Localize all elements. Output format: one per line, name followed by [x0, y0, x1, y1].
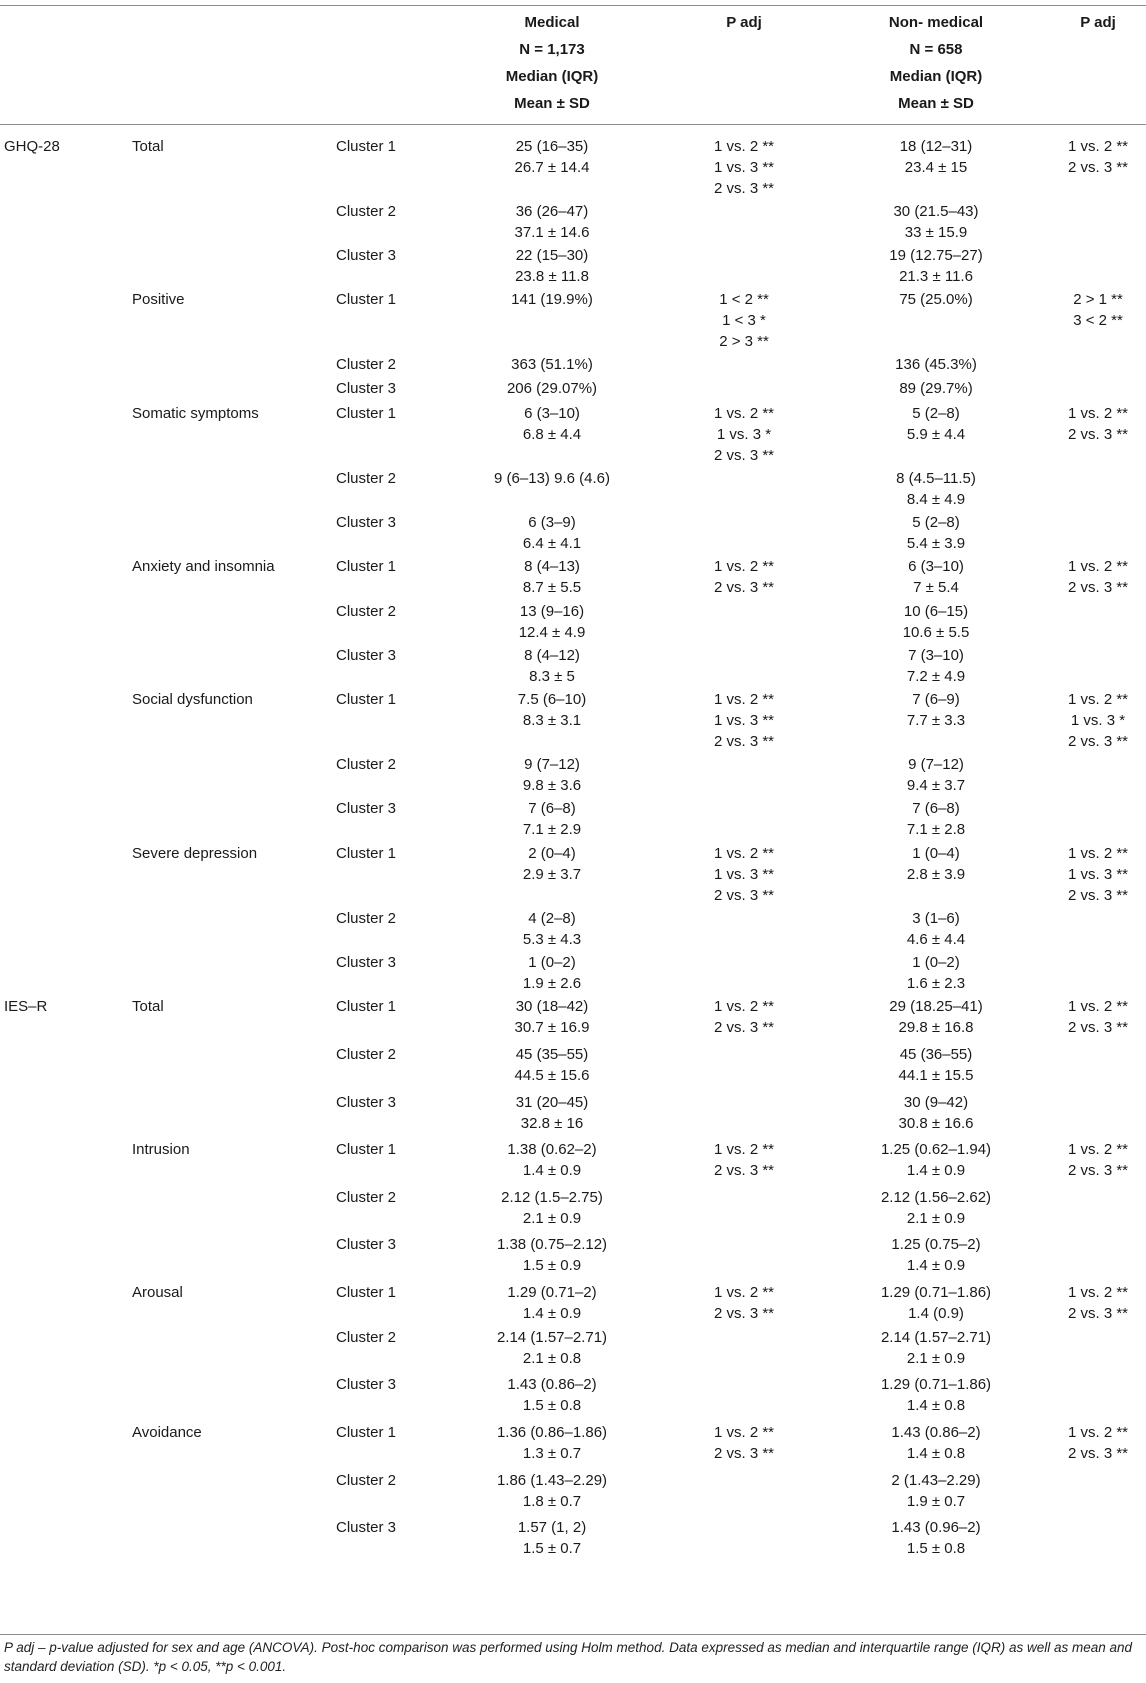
medical-value-line: 25 (16–35): [515, 138, 589, 155]
non-medical-value-line: 1.43 (0.86–2): [891, 1424, 981, 1441]
non-medical-p-adj: [1073, 289, 1123, 331]
cluster-label: Cluster 3: [336, 1236, 397, 1253]
non-medical-value-line: 1.4 ± 0.8: [906, 1445, 966, 1462]
medical-p-adj-line: 1 vs. 2 **: [713, 1141, 775, 1158]
scale-label: IES–R: [4, 998, 48, 1015]
non-medical-value-line: 1.9 ± 0.7: [906, 1493, 966, 1510]
non-medical-value-line: 8 (4.5–11.5): [896, 470, 976, 487]
cluster-label: Cluster 1: [336, 691, 397, 708]
medical-value-line: 6.8 ± 4.4: [522, 426, 582, 443]
non-medical-value-line: 1.29 (0.71–1.86): [880, 1376, 992, 1393]
medical-value: [523, 843, 581, 885]
non-medical-value-line: 1.6 ± 2.3: [906, 975, 966, 992]
medical-value: [515, 201, 590, 243]
non-medical-value-line: 1 (0–2): [912, 954, 960, 971]
non-medical-value-line: 10 (6–15): [903, 603, 969, 620]
medical-p-adj-line: 1 vs. 3 **: [713, 159, 775, 176]
medical-value-line: 2.12 (1.5–2.75): [501, 1189, 603, 1206]
non-medical-p-adj-line: 2 vs. 3 **: [1067, 1445, 1129, 1462]
scale-label: GHQ-28: [4, 138, 60, 155]
non-medical-value: [896, 468, 976, 510]
non-medical-value-line: 1.4 (0.9): [908, 1305, 964, 1322]
header-medical-mean: Mean ± SD: [514, 95, 590, 112]
non-medical-value: [893, 201, 978, 243]
non-medical-value: [899, 1044, 974, 1086]
non-medical-p-adj-line: 2 vs. 3 **: [1067, 1162, 1129, 1179]
non-medical-value: [907, 908, 965, 950]
header-medical-title: Medical: [524, 14, 580, 31]
non-medical-p-adj: [1068, 136, 1128, 178]
medical-value-line: 1.57 (1, 2): [517, 1519, 587, 1536]
medical-p-adj: [714, 556, 774, 598]
cluster-label: Cluster 1: [336, 291, 397, 308]
non-medical-value: [881, 1374, 991, 1416]
non-medical-value: [907, 689, 965, 731]
non-medical-value-line: 1.25 (0.62–1.94): [880, 1141, 992, 1158]
subscale-label: Arousal: [132, 1284, 183, 1301]
cluster-label: Cluster 1: [336, 1141, 397, 1158]
non-medical-value-line: 19 (12.75–27): [889, 247, 983, 264]
medical-value: [523, 754, 581, 796]
non-medical-p-adj-line: 2 vs. 3 **: [1067, 887, 1129, 904]
non-medical-p-adj: [1068, 1139, 1128, 1181]
medical-p-adj-line: 1 vs. 3 *: [716, 426, 772, 443]
medical-value-line: 2.9 ± 3.7: [522, 866, 582, 883]
non-medical-value: [907, 754, 965, 796]
non-medical-value: [891, 1422, 980, 1464]
medical-p-adj-line: 2 vs. 3 **: [713, 1162, 775, 1179]
medical-value-line: 6 (3–10): [524, 405, 580, 422]
non-medical-p-adj: [1068, 1282, 1128, 1324]
medical-value: [523, 798, 581, 840]
non-medical-p-adj-line: 2 > 1 **: [1073, 291, 1123, 308]
medical-value-line: 1.5 ± 0.9: [522, 1257, 582, 1274]
medical-value: [497, 1327, 607, 1369]
medical-value-line: 363 (51.1%): [511, 356, 593, 373]
medical-value-line: 2 (0–4): [528, 845, 576, 862]
non-medical-value-line: 3 (1–6): [912, 910, 960, 927]
non-medical-value-line: 1.4 ± 0.9: [906, 1162, 966, 1179]
medical-value-line: 7.1 ± 2.9: [522, 821, 582, 838]
medical-p-adj-line: 1 vs. 2 **: [713, 691, 775, 708]
medical-p-adj: [714, 1282, 774, 1324]
medical-value: [518, 689, 586, 731]
subscale-label: Total: [132, 998, 164, 1015]
cluster-label: Cluster 1: [336, 1284, 397, 1301]
non-medical-value-line: 1 (0–4): [912, 845, 960, 862]
medical-value-line: 2.14 (1.57–2.71): [496, 1329, 608, 1346]
non-medical-p-adj-line: 2 vs. 3 **: [1067, 1019, 1129, 1036]
non-medical-p-adj-line: 2 vs. 3 **: [1067, 426, 1129, 443]
non-medical-p-adj: [1068, 403, 1128, 445]
non-medical-value-line: 2.12 (1.56–2.62): [880, 1189, 992, 1206]
header-non-medical-title: Non- medical: [888, 14, 984, 31]
medical-value: [523, 908, 581, 950]
non-medical-value-line: 6 (3–10): [908, 558, 964, 575]
cluster-label: Cluster 3: [336, 954, 397, 971]
non-medical-value: [881, 1282, 991, 1324]
non-medical-p-adj-line: 1 vs. 2 **: [1067, 558, 1129, 575]
medical-value: [515, 245, 589, 287]
medical-value-line: 1.8 ± 0.7: [522, 1493, 582, 1510]
medical-value-line: 6 (3–9): [528, 514, 576, 531]
non-medical-p-adj: [1068, 843, 1128, 906]
medical-value-line: 36 (26–47): [515, 203, 589, 220]
medical-value-line: 32.8 ± 16: [520, 1115, 584, 1132]
non-medical-value-line: 9 (7–12): [908, 756, 964, 773]
medical-p-adj-line: 1 vs. 2 **: [713, 405, 775, 422]
non-medical-value-line: 23.4 ± 15: [904, 159, 968, 176]
medical-p-adj-line: 2 vs. 3 **: [713, 180, 775, 197]
non-medical-value: [891, 1234, 980, 1276]
medical-value: [507, 1374, 596, 1416]
header-medical-n: N = 1,173: [519, 41, 585, 58]
cluster-label: Cluster 3: [336, 1519, 397, 1536]
medical-p-adj: [714, 689, 774, 752]
non-medical-value-line: 45 (36–55): [899, 1046, 973, 1063]
non-medical-value-line: 7 (3–10): [908, 647, 964, 664]
non-medical-value: [881, 1139, 991, 1181]
non-medical-value-line: 2.1 ± 0.9: [906, 1210, 966, 1227]
header-medical: [506, 9, 599, 117]
medical-value: [494, 468, 610, 489]
medical-value-line: 1.5 ± 0.8: [522, 1397, 582, 1414]
medical-value-line: 31 (20–45): [515, 1094, 589, 1111]
non-medical-value-line: 2.8 ± 3.9: [906, 866, 966, 883]
medical-value: [515, 996, 590, 1038]
medical-value: [515, 136, 590, 178]
non-medical-value: [907, 403, 965, 445]
non-medical-value: [895, 354, 977, 375]
medical-value-line: 1.29 (0.71–2): [507, 1284, 597, 1301]
non-medical-value-line: 1.5 ± 0.8: [906, 1540, 966, 1557]
cluster-label: Cluster 1: [336, 998, 397, 1015]
medical-value-line: 1.38 (0.62–2): [507, 1141, 597, 1158]
non-medical-p-adj-line: 1 vs. 2 **: [1067, 1284, 1129, 1301]
cluster-label: Cluster 2: [336, 356, 397, 373]
non-medical-value: [881, 1187, 991, 1229]
top-rule: [0, 5, 1146, 6]
cluster-label: Cluster 3: [336, 1376, 397, 1393]
medical-value-line: 206 (29.07%): [506, 380, 598, 397]
non-medical-value-line: 7 ± 5.4: [913, 579, 959, 596]
medical-value-line: 2.1 ± 0.8: [522, 1350, 582, 1367]
cluster-label: Cluster 2: [336, 603, 397, 620]
non-medical-value-line: 1.29 (0.71–1.86): [880, 1284, 992, 1301]
non-medical-value-line: 89 (29.7%): [899, 380, 973, 397]
medical-value-line: 4 (2–8): [528, 910, 576, 927]
cluster-label: Cluster 2: [336, 1189, 397, 1206]
cluster-label: Cluster 2: [336, 1329, 397, 1346]
medical-value-line: 8.3 ± 5: [529, 668, 575, 685]
medical-value: [523, 403, 581, 445]
medical-value-line: 9 (6–13) 9.6 (4.6): [494, 470, 610, 487]
header-non-medical-mean: Mean ± SD: [898, 95, 974, 112]
medical-p-adj: [714, 136, 774, 199]
medical-value-line: 23.8 ± 11.8: [515, 268, 589, 285]
cluster-label: Cluster 3: [336, 514, 397, 531]
medical-value: [511, 289, 593, 310]
medical-p-adj-line: 1 vs. 2 **: [713, 558, 775, 575]
medical-value-line: 8.3 ± 3.1: [522, 712, 582, 729]
non-medical-value-line: 10.6 ± 5.5: [902, 624, 970, 641]
non-medical-value: [907, 798, 965, 840]
non-medical-value-line: 9.4 ± 3.7: [906, 777, 966, 794]
non-medical-value: [899, 1092, 974, 1134]
cluster-label: Cluster 3: [336, 247, 397, 264]
medical-value: [523, 952, 581, 994]
non-medical-value-line: 1.25 (0.75–2): [891, 1236, 981, 1253]
subscale-label: Total: [132, 138, 164, 155]
medical-p-adj-line: 1 < 3 *: [722, 312, 766, 329]
cluster-label: Cluster 3: [336, 1094, 397, 1111]
non-medical-value-line: 7 (6–9): [912, 691, 960, 708]
non-medical-value-line: 5 (2–8): [912, 514, 960, 531]
non-medical-value-line: 7.7 ± 3.3: [906, 712, 966, 729]
cluster-label: Cluster 2: [336, 470, 397, 487]
subscale-label: Severe depression: [132, 845, 258, 862]
medical-value: [497, 1234, 607, 1276]
header-non-medical-median: Median (IQR): [889, 68, 983, 85]
subscale-label: Avoidance: [132, 1424, 202, 1441]
medical-p-adj: [714, 403, 774, 466]
medical-value-line: 7 (6–8): [528, 800, 576, 817]
non-medical-value: [891, 1517, 980, 1559]
non-medical-value: [907, 952, 965, 994]
non-medical-value: [907, 512, 965, 554]
medical-value-line: 44.5 ± 15.6: [514, 1067, 590, 1084]
medical-value-line: 1.5 ± 0.7: [522, 1540, 582, 1557]
non-medical-value-line: 2.14 (1.57–2.71): [880, 1329, 992, 1346]
medical-value-line: 30 (18–42): [515, 998, 589, 1015]
medical-p-adj: [714, 1422, 774, 1464]
medical-value-line: 1 (0–2): [528, 954, 576, 971]
non-medical-value-line: 1.4 ± 0.8: [906, 1397, 966, 1414]
non-medical-p-adj-line: 3 < 2 **: [1073, 312, 1123, 329]
cluster-label: Cluster 1: [336, 405, 397, 422]
medical-value-line: 7.5 (6–10): [517, 691, 587, 708]
medical-value-line: 26.7 ± 14.4: [514, 159, 590, 176]
non-medical-value-line: 136 (45.3%): [895, 356, 977, 373]
non-medical-value: [899, 378, 972, 399]
non-medical-p-adj-line: 1 vs. 2 **: [1067, 845, 1129, 862]
medical-value: [507, 1282, 596, 1324]
medical-p-adj-line: 2 vs. 3 **: [713, 1445, 775, 1462]
medical-value: [507, 378, 597, 399]
medical-value-line: 141 (19.9%): [511, 291, 593, 308]
non-medical-p-adj: [1068, 996, 1128, 1038]
medical-p-adj-line: 2 vs. 3 **: [713, 579, 775, 596]
medical-p-adj-line: 1 vs. 2 **: [713, 998, 775, 1015]
non-medical-value-line: 5.4 ± 3.9: [906, 535, 966, 552]
subscale-label: Intrusion: [132, 1141, 190, 1158]
medical-value-line: 9 (7–12): [524, 756, 580, 773]
non-medical-p-adj-line: 1 vs. 2 **: [1067, 998, 1129, 1015]
medical-p-adj: [719, 289, 769, 352]
non-medical-value-line: 7 (6–8): [912, 800, 960, 817]
non-medical-value-line: 4.6 ± 4.4: [906, 931, 966, 948]
non-medical-value: [891, 1470, 980, 1512]
cluster-label: Cluster 2: [336, 1046, 397, 1063]
non-medical-value: [907, 645, 965, 687]
non-medical-p-adj: [1068, 689, 1128, 752]
medical-value-line: 1.86 (1.43–2.29): [496, 1472, 608, 1489]
medical-p-adj-line: 2 vs. 3 **: [713, 733, 775, 750]
non-medical-value: [908, 556, 964, 598]
non-medical-value: [899, 289, 972, 310]
non-medical-p-adj-line: 2 vs. 3 **: [1067, 159, 1129, 176]
medical-p-adj-line: 2 vs. 3 **: [713, 887, 775, 904]
non-medical-p-adj-line: 1 vs. 2 **: [1067, 405, 1129, 422]
table-footnote: P adj – p-value adjusted for sex and age (ANCOVA). Post-hoc comparison was performed using Holm method. Data expressed as median and interquartile range (IQR) as well as mean and standard deviation (SD). *p < 0.05, **p < 0.001.: [4, 1640, 1133, 1674]
non-medical-value-line: 2 (1.43–2.29): [891, 1472, 981, 1489]
medical-value-line: 1.36 (0.86–1.86): [496, 1424, 608, 1441]
medical-value: [507, 1139, 596, 1181]
medical-p-adj-line: 1 vs. 2 **: [713, 1424, 775, 1441]
non-medical-value: [889, 996, 982, 1038]
medical-value-line: 1.3 ± 0.7: [522, 1445, 582, 1462]
non-medical-value-line: 7.2 ± 4.9: [906, 668, 966, 685]
medical-value-line: 12.4 ± 4.9: [518, 624, 586, 641]
cluster-label: Cluster 3: [336, 380, 397, 397]
cluster-label: Cluster 3: [336, 647, 397, 664]
header-non-medical-n: N = 658: [909, 41, 963, 58]
non-medical-value-line: 1.43 (0.96–2): [891, 1519, 981, 1536]
subscale-label: Social dysfunction: [132, 691, 253, 708]
medical-value-line: 8 (4–12): [524, 647, 580, 664]
medical-value-line: 8.7 ± 5.5: [522, 579, 582, 596]
cluster-label: Cluster 1: [336, 845, 397, 862]
medical-value: [523, 556, 581, 598]
non-medical-value-line: 44.1 ± 15.5: [898, 1067, 974, 1084]
cluster-label: Cluster 1: [336, 1424, 397, 1441]
medical-value-line: 22 (15–30): [515, 247, 589, 264]
non-medical-value-line: 8.4 ± 4.9: [906, 491, 966, 508]
non-medical-value-line: 30 (9–42): [903, 1094, 969, 1111]
non-medical-value-line: 5.9 ± 4.4: [906, 426, 966, 443]
non-medical-p-adj-line: 1 vs. 2 **: [1067, 138, 1129, 155]
cluster-label: Cluster 1: [336, 138, 397, 155]
non-medical-p-adj-line: 1 vs. 2 **: [1067, 691, 1129, 708]
cluster-label: Cluster 2: [336, 756, 397, 773]
medical-value: [497, 1422, 607, 1464]
medical-value: [511, 354, 593, 375]
medical-value-line: 30.7 ± 16.9: [514, 1019, 590, 1036]
medical-p-adj: [714, 843, 774, 906]
non-medical-value-line: 7.1 ± 2.8: [906, 821, 966, 838]
cluster-label: Cluster 2: [336, 1472, 397, 1489]
non-medical-value: [907, 843, 965, 885]
medical-value-line: 5.3 ± 4.3: [522, 931, 582, 948]
medical-p-adj-line: 1 < 2 **: [719, 291, 769, 308]
medical-p-adj-line: 2 > 3 **: [719, 333, 769, 350]
header-padj-medical: P adj: [726, 14, 762, 31]
non-medical-value: [903, 601, 970, 643]
non-medical-value-line: 33 ± 15.9: [904, 224, 968, 241]
medical-value: [523, 512, 581, 554]
medical-p-adj-line: 2 vs. 3 **: [713, 1019, 775, 1036]
medical-value-line: 1.43 (0.86–2): [507, 1376, 597, 1393]
medical-p-adj: [714, 1139, 774, 1181]
medical-p-adj-line: 2 vs. 3 **: [713, 447, 775, 464]
medical-value-line: 1.9 ± 2.6: [522, 975, 582, 992]
non-medical-value-line: 2.1 ± 0.9: [906, 1350, 966, 1367]
non-medical-value-line: 21.3 ± 11.6: [899, 268, 973, 285]
header-rule: [0, 124, 1146, 125]
medical-value-line: 45 (35–55): [515, 1046, 589, 1063]
medical-value: [516, 1092, 589, 1134]
non-medical-p-adj-line: 1 vs. 2 **: [1067, 1141, 1129, 1158]
non-medical-p-adj-line: 1 vs. 3 **: [1067, 866, 1129, 883]
medical-p-adj: [714, 996, 774, 1038]
non-medical-p-adj-line: 2 vs. 3 **: [1067, 579, 1129, 596]
cluster-label: Cluster 2: [336, 910, 397, 927]
non-medical-value-line: 75 (25.0%): [899, 291, 973, 308]
non-medical-p-adj-line: 2 vs. 3 **: [1067, 733, 1129, 750]
cluster-label: Cluster 2: [336, 203, 397, 220]
non-medical-value-line: 18 (12–31): [899, 138, 973, 155]
medical-value-line: 9.8 ± 3.6: [522, 777, 582, 794]
medical-p-adj-line: 1 vs. 2 **: [713, 138, 775, 155]
non-medical-value-line: 30 (21.5–43): [893, 203, 979, 220]
medical-value-line: 1.4 ± 0.9: [522, 1162, 582, 1179]
medical-value: [524, 645, 580, 687]
non-medical-value-line: 30.8 ± 16.6: [898, 1115, 974, 1132]
non-medical-value-line: 1.4 ± 0.9: [906, 1257, 966, 1274]
subscale-label: Somatic symptoms: [132, 405, 259, 422]
non-medical-p-adj-line: 1 vs. 3 *: [1070, 712, 1126, 729]
header-medical-median: Median (IQR): [505, 68, 599, 85]
medical-p-adj-line: 1 vs. 3 **: [713, 712, 775, 729]
non-medical-value: [881, 1327, 991, 1369]
medical-p-adj-line: 1 vs. 2 **: [713, 845, 775, 862]
medical-value: [515, 1044, 590, 1086]
medical-value-line: 6.4 ± 4.1: [522, 535, 582, 552]
medical-value: [497, 1470, 607, 1512]
non-medical-p-adj-line: 2 vs. 3 **: [1067, 1305, 1129, 1322]
subscale-label: Positive: [132, 291, 185, 308]
medical-value-line: 2.1 ± 0.9: [522, 1210, 582, 1227]
medical-value-line: 1.4 ± 0.9: [522, 1305, 582, 1322]
non-medical-value: [900, 136, 973, 178]
medical-p-adj-line: 1 vs. 3 **: [713, 866, 775, 883]
non-medical-value: [889, 245, 982, 287]
non-medical-value-line: 29 (18.25–41): [889, 998, 983, 1015]
header-non-medical: [889, 9, 983, 117]
non-medical-value-line: 29.8 ± 16.8: [898, 1019, 974, 1036]
subscale-label: Anxiety and insomnia: [132, 558, 275, 575]
cluster-label: Cluster 1: [336, 558, 397, 575]
medical-p-adj-line: 2 vs. 3 **: [713, 1305, 775, 1322]
medical-value: [501, 1187, 603, 1229]
medical-value-line: 1.38 (0.75–2.12): [496, 1236, 608, 1253]
medical-p-adj-line: 1 vs. 2 **: [713, 1284, 775, 1301]
medical-value-line: 8 (4–13): [524, 558, 580, 575]
non-medical-p-adj: [1068, 1422, 1128, 1464]
medical-value: [518, 1517, 586, 1559]
non-medical-p-adj-line: 1 vs. 2 **: [1067, 1424, 1129, 1441]
medical-value: [519, 601, 586, 643]
medical-value-line: 37.1 ± 14.6: [514, 224, 590, 241]
header-padj-non-medical: P adj: [1080, 14, 1116, 31]
bottom-rule: [0, 1634, 1146, 1635]
medical-value-line: 13 (9–16): [519, 603, 585, 620]
non-medical-value-line: 5 (2–8): [912, 405, 960, 422]
cluster-label: Cluster 3: [336, 800, 397, 817]
non-medical-p-adj: [1068, 556, 1128, 598]
